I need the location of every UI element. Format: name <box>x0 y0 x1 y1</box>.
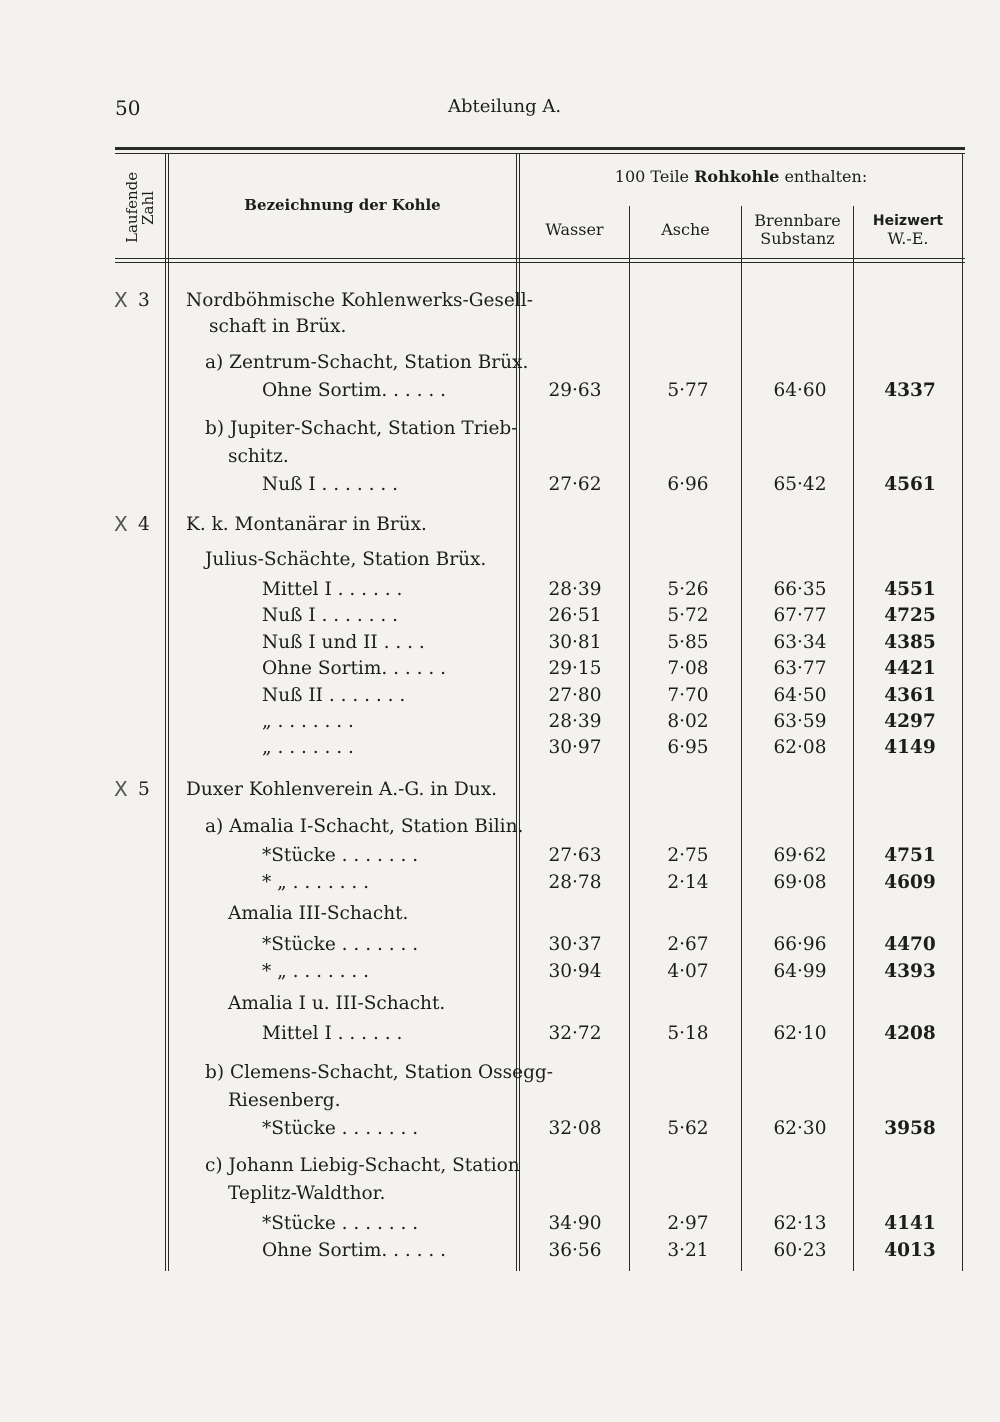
row-label: „ . . . . . . . <box>262 711 354 732</box>
header-wasser: Wasser <box>545 220 604 239</box>
brennbare-value: 66·35 <box>773 579 827 600</box>
header-group-prefix: 100 Teile <box>614 167 695 186</box>
wasser-value: 27·63 <box>548 845 602 866</box>
wasser-value: 27·80 <box>548 685 602 706</box>
handwritten-x-mark: X <box>114 512 128 536</box>
row-number: 3 <box>138 290 150 311</box>
handwritten-x-mark: X <box>114 288 128 312</box>
page-number: 50 <box>115 96 141 120</box>
asche-value: 6·96 <box>667 474 709 495</box>
row-label: b) Clemens-Schacht, Station Ossegg- <box>205 1062 554 1083</box>
header-heizwert <box>854 212 962 248</box>
heizwert-value: 4609 <box>884 872 936 893</box>
asche-value: 5·26 <box>667 579 709 600</box>
brennbare-value: 63·77 <box>773 658 827 679</box>
brennbare-value: 62·08 <box>773 737 827 758</box>
wasser-value: 26·51 <box>548 605 602 626</box>
row-label: Nuß I . . . . . . . <box>262 605 398 626</box>
asche-value: 5·18 <box>667 1023 709 1044</box>
row-label: Duxer Kohlenverein A.-G. in Dux. <box>186 779 498 800</box>
row-label: *Stücke . . . . . . . <box>262 934 419 955</box>
row-label: Amalia III-Schacht. <box>228 903 409 924</box>
wasser-value: 30·37 <box>548 934 602 955</box>
heizwert-value: 4013 <box>884 1240 936 1261</box>
heizwert-value: 3958 <box>884 1118 936 1139</box>
header-bottom-rule-2 <box>115 262 965 263</box>
brennbare-value: 65·42 <box>773 474 827 495</box>
wasser-value: 28·39 <box>548 579 602 600</box>
header-group-suffix: enthalten: <box>779 167 868 186</box>
brennbare-value: 69·08 <box>773 872 827 893</box>
row-label: * „ . . . . . . . <box>262 872 370 893</box>
header-brennbare-line1: Brennbare <box>754 211 841 230</box>
heizwert-value: 4337 <box>884 380 936 401</box>
col-divider-2 <box>516 153 517 1271</box>
brennbare-value: 67·77 <box>773 605 827 626</box>
asche-value: 5·62 <box>667 1118 709 1139</box>
row-label: a) Zentrum-Schacht, Station Brüx. <box>205 352 529 373</box>
heizwert-value: 4385 <box>884 632 936 653</box>
row-label: schaft in Brüx. <box>209 316 347 337</box>
asche-value: 3·21 <box>667 1240 709 1261</box>
wasser-value: 29·15 <box>548 658 602 679</box>
asche-value: 2·97 <box>667 1213 709 1234</box>
heizwert-value: 4551 <box>884 579 936 600</box>
header-bezeichnung: Bezeichnung der Kohle <box>244 196 441 214</box>
row-label: Ohne Sortim. . . . . . <box>262 380 447 401</box>
row-label: Julius-Schächte, Station Brüx. <box>205 549 487 570</box>
wasser-value: 27·62 <box>548 474 602 495</box>
row-label: K. k. Montanärar in Brüx. <box>186 514 427 535</box>
asche-value: 2·75 <box>667 845 709 866</box>
wasser-value: 34·90 <box>548 1213 602 1234</box>
row-label: *Stücke . . . . . . . <box>262 1118 419 1139</box>
row-label: Teplitz-Waldthor. <box>228 1183 386 1204</box>
row-label: Nuß I . . . . . . . <box>262 474 398 495</box>
row-label: a) Amalia I-Schacht, Station Bilin. <box>205 816 524 837</box>
header-heizwert-line2: W.-E. <box>887 229 929 248</box>
row-label: „ . . . . . . . <box>262 737 354 758</box>
heizwert-value: 4141 <box>884 1213 936 1234</box>
wasser-value: 29·63 <box>548 380 602 401</box>
row-label: b) Jupiter-Schacht, Station Trieb- <box>205 418 518 439</box>
asche-value: 5·72 <box>667 605 709 626</box>
asche-value: 6·95 <box>667 737 709 758</box>
table-top-rule <box>115 147 965 150</box>
asche-value: 4·07 <box>667 961 709 982</box>
row-label: Nuß II . . . . . . . <box>262 685 406 706</box>
wasser-value: 36·56 <box>548 1240 602 1261</box>
asche-value: 7·08 <box>667 658 709 679</box>
header-bottom-rule <box>115 258 965 259</box>
row-label: Nuß I und II . . . . <box>262 632 425 653</box>
header-laufende-zahl <box>118 168 162 248</box>
header-laufende-zahl-text: Laufende Zahl <box>123 171 157 243</box>
table-top-rule-thin <box>115 153 965 154</box>
header-brennbare-line2: Substanz <box>760 229 835 248</box>
row-label: Riesenberg. <box>228 1090 341 1111</box>
row-label: *Stücke . . . . . . . <box>262 1213 419 1234</box>
brennbare-value: 64·50 <box>773 685 827 706</box>
row-label: Amalia I u. III-Schacht. <box>228 993 446 1014</box>
row-label: *Stücke . . . . . . . <box>262 845 419 866</box>
heizwert-value: 4421 <box>884 658 936 679</box>
row-label: Nordböhmische Kohlenwerks-Gesell- <box>186 290 533 311</box>
wasser-value: 30·94 <box>548 961 602 982</box>
asche-value: 7·70 <box>667 685 709 706</box>
brennbare-value: 63·59 <box>773 711 827 732</box>
asche-value: 2·14 <box>667 872 709 893</box>
header-group <box>520 168 962 186</box>
row-number: 4 <box>138 514 150 535</box>
heizwert-value: 4470 <box>884 934 936 955</box>
row-label: * „ . . . . . . . <box>262 961 370 982</box>
header-group-bold: Rohkohle <box>694 167 780 186</box>
heizwert-value: 4751 <box>884 845 936 866</box>
wasser-value: 32·08 <box>548 1118 602 1139</box>
header-brennbare <box>742 212 853 248</box>
brennbare-value: 62·30 <box>773 1118 827 1139</box>
header-heizwert-line1: Heizwert <box>872 213 944 229</box>
heizwert-value: 4149 <box>884 737 936 758</box>
brennbare-value: 63·34 <box>773 632 827 653</box>
running-head: Abteilung A. <box>448 96 562 117</box>
heizwert-value: 4561 <box>884 474 936 495</box>
heizwert-value: 4208 <box>884 1023 936 1044</box>
brennbare-value: 62·10 <box>773 1023 827 1044</box>
row-label: schitz. <box>228 446 289 467</box>
wasser-value: 28·78 <box>548 872 602 893</box>
row-label: Mittel I . . . . . . <box>262 1023 403 1044</box>
wasser-value: 28·39 <box>548 711 602 732</box>
brennbare-value: 62·13 <box>773 1213 827 1234</box>
row-number: 5 <box>138 779 150 800</box>
wasser-value: 30·97 <box>548 737 602 758</box>
handwritten-x-mark: X <box>114 777 128 801</box>
brennbare-value: 64·99 <box>773 961 827 982</box>
heizwert-value: 4361 <box>884 685 936 706</box>
row-label: Ohne Sortim. . . . . . <box>262 1240 447 1261</box>
asche-value: 5·85 <box>667 632 709 653</box>
brennbare-value: 66·96 <box>773 934 827 955</box>
heizwert-value: 4393 <box>884 961 936 982</box>
wasser-value: 30·81 <box>548 632 602 653</box>
asche-value: 8·02 <box>667 711 709 732</box>
asche-value: 5·77 <box>667 380 709 401</box>
wasser-value: 32·72 <box>548 1023 602 1044</box>
asche-value: 2·67 <box>667 934 709 955</box>
row-label: c) Johann Liebig-Schacht, Station <box>205 1155 520 1176</box>
header-asche: Asche <box>661 220 710 239</box>
brennbare-value: 60·23 <box>773 1240 827 1261</box>
col-divider-1 <box>165 153 166 1271</box>
brennbare-value: 69·62 <box>773 845 827 866</box>
row-label: Ohne Sortim. . . . . . <box>262 658 447 679</box>
row-label: Mittel I . . . . . . <box>262 579 403 600</box>
heizwert-value: 4725 <box>884 605 936 626</box>
heizwert-value: 4297 <box>884 711 936 732</box>
brennbare-value: 64·60 <box>773 380 827 401</box>
col-divider-1b <box>168 153 169 1271</box>
